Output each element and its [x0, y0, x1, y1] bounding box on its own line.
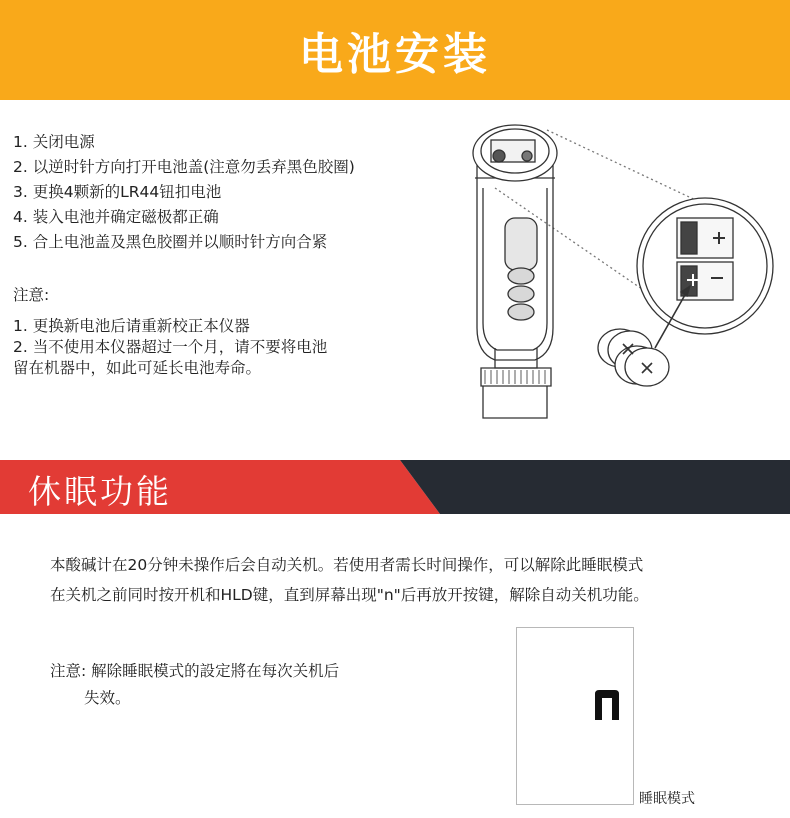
- lcd-n-segment-icon: [591, 688, 623, 722]
- step-item: 4. 装入电池并确定磁极都正确: [13, 208, 219, 226]
- display-caption: 睡眠模式: [639, 791, 695, 807]
- page-title: 电池安装: [299, 29, 491, 80]
- note-heading: 注意:: [13, 286, 50, 304]
- note-item: 2. 当不使用本仪器超过一个月，请不要将电池: [13, 338, 328, 356]
- step-item: 3. 更换4颗新的LR44钮扣电池: [13, 183, 222, 201]
- description-line: 在关机之前同时按开机和HLD键，直到屏幕出现"n"后再放开按键，解除自动关机功能。: [50, 586, 649, 604]
- lcd-display: [516, 627, 634, 805]
- sleep-note: [50, 658, 410, 712]
- sleep-description: [50, 550, 770, 610]
- header-banner: [0, 0, 790, 100]
- battery-install-illustration: [455, 118, 785, 428]
- sleep-note-line: 注意: 解除睡眠模式的設定將在每次关机后: [50, 662, 340, 680]
- installation-steps: [13, 130, 453, 255]
- installation-notes: [13, 316, 453, 379]
- step-item: 2. 以逆时针方向打开电池盖(注意勿丢弃黑色胶圈): [13, 158, 355, 176]
- note-item: 1. 更换新电池后请重新校正本仪器: [13, 317, 250, 335]
- step-item: 5. 合上电池盖及黑色胶圈并以顺时针方向合紧: [13, 233, 328, 251]
- sleep-banner: [0, 460, 790, 514]
- description-line: 本酸碱计在20分钟未操作后会自动关机。若使用者需长时间操作，可以解除此睡眠模式: [50, 556, 644, 574]
- sleep-note-line: 失效。: [84, 689, 131, 707]
- note-item: 留在机器中，如此可延长电池寿命。: [13, 359, 262, 377]
- sleep-title: 休眠功能: [28, 472, 172, 511]
- step-item: 1. 关闭电源: [13, 133, 95, 151]
